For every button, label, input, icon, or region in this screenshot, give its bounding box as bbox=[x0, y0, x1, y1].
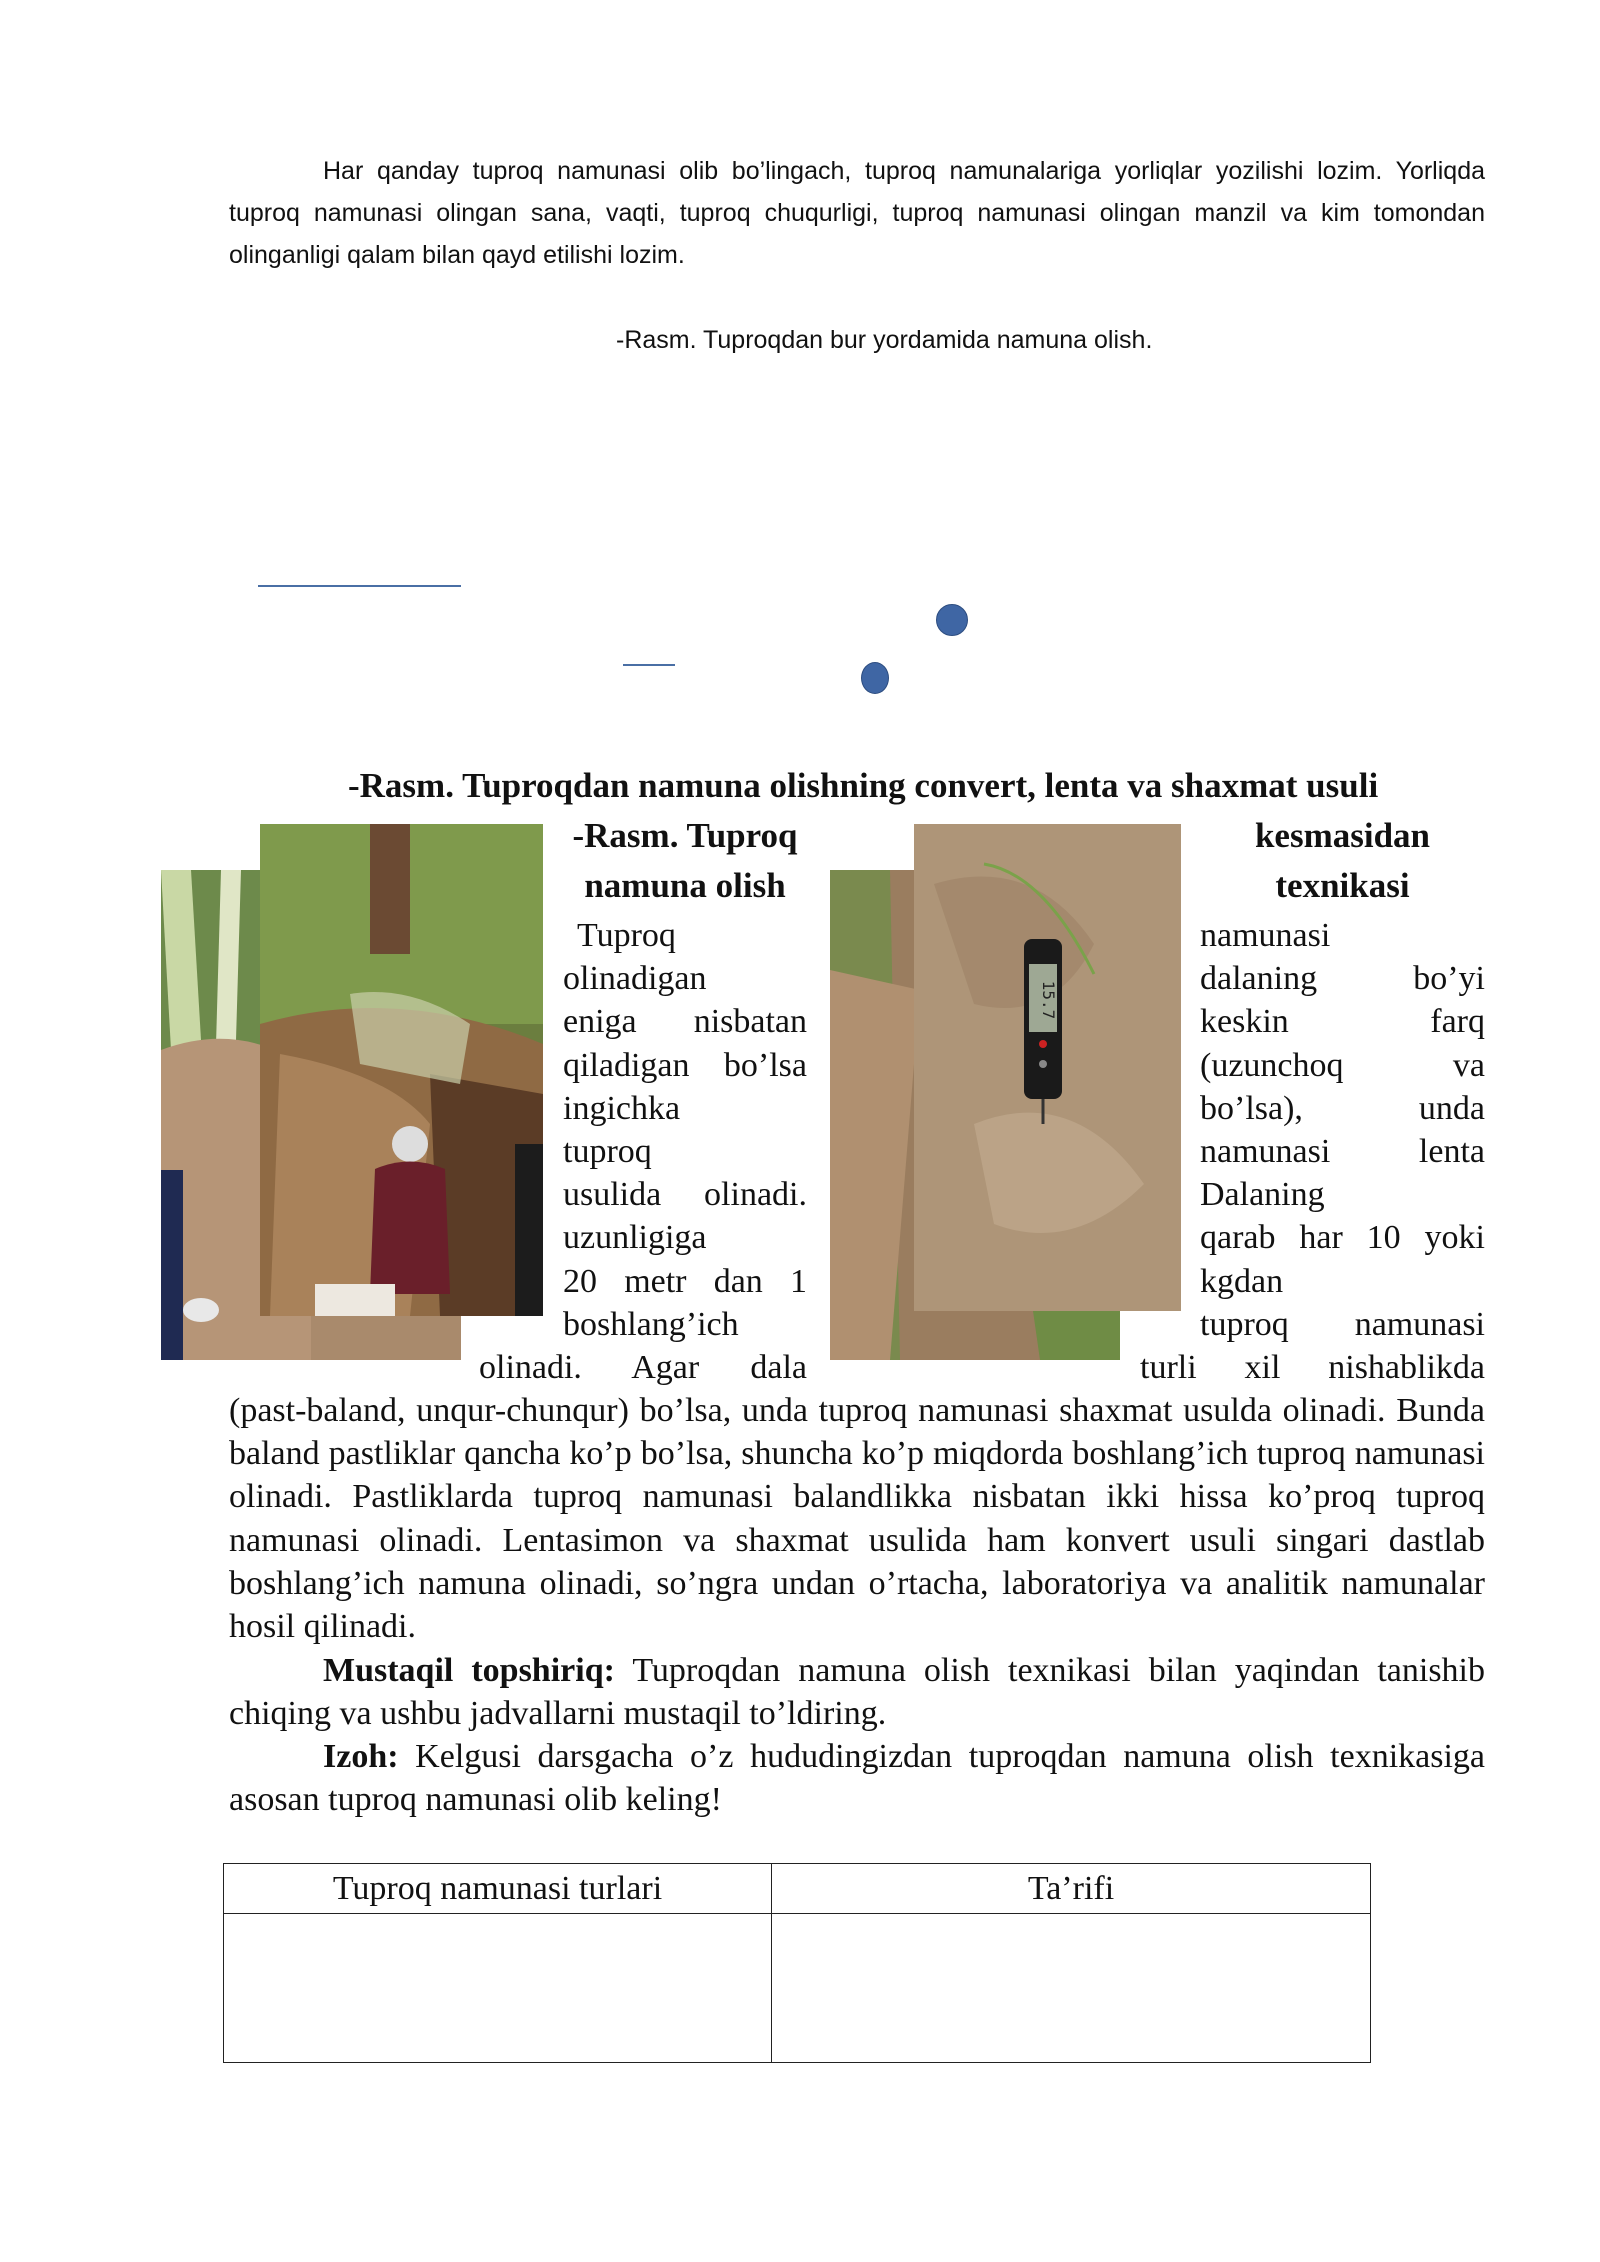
text-line: Tuproq bbox=[577, 917, 676, 954]
note-text: Kelgusi darsgacha o’z hududingizdan tuproqdan namuna olish texnikasiga asosan tuproq namunasi olib keling! bbox=[229, 1738, 1485, 1819]
text-line: 20 metr dan 1 bbox=[563, 1262, 807, 1300]
text-line: tuproq namunasi bbox=[1200, 1305, 1485, 1343]
left-text-column bbox=[563, 914, 807, 1346]
sample-types-table bbox=[223, 1863, 1371, 2063]
task-text: Tuproqdan namuna olish texnikasi bilan yaqindan tanishib chiqing va ushbu jadvallarni mustaqil to’ldiring. bbox=[229, 1652, 1485, 1733]
text-line: namunasi lenta bbox=[1200, 1133, 1485, 1171]
soil-pit-photo-front bbox=[260, 824, 543, 1316]
table-header-definition: Ta’rifi bbox=[772, 1864, 1371, 1914]
table-cell-empty[interactable] bbox=[224, 1914, 772, 2063]
profile-caption-2: namuna olish bbox=[584, 866, 786, 905]
figure-caption-methods: -Rasm. Tuproqdan namuna olishning convert, lenta va shaxmat usuli bbox=[348, 766, 1379, 805]
text-line: bo’lsa), unda bbox=[1200, 1089, 1485, 1127]
text-line: (uzunchoq va bbox=[1200, 1046, 1485, 1084]
note-paragraph bbox=[229, 1735, 1485, 1821]
diagram-line bbox=[258, 585, 461, 587]
figure-caption-auger: -Rasm. Tuproqdan bur yordamida namuna olish. bbox=[616, 326, 1153, 354]
diagram-dot bbox=[861, 662, 889, 694]
profile-caption-3: kesmasidan bbox=[1254, 816, 1431, 855]
thermometer-reading: 15.7 bbox=[1039, 980, 1058, 1020]
text-line: qiladigan bo’lsa bbox=[563, 1046, 807, 1084]
profile-caption-1: -Rasm. Tuproq bbox=[572, 816, 798, 855]
table-header-row bbox=[224, 1864, 1371, 1914]
intro-paragraph: Har qanday tuproq namunasi olib bo’lingach, tuproq namunalariga yorliqlar yozilishi lozim. Yorliqda tuproq namunasi olingan sana, vaqti, tuproq chuqurligi, tuproq namunasi olingan manzil va kim tomondan olinganligi qalam bilan qayd etilishi lozim. bbox=[229, 157, 1485, 269]
right-text-column bbox=[1200, 914, 1485, 1346]
note-label: Izoh: bbox=[323, 1738, 399, 1775]
task-label: Mustaqil topshiriq: bbox=[323, 1652, 615, 1689]
text-line: kgdan bbox=[1200, 1262, 1284, 1300]
text-line: ingichka bbox=[563, 1089, 681, 1127]
task-paragraph bbox=[229, 1649, 1485, 1735]
text-line: usulida olinadi. bbox=[563, 1176, 807, 1214]
text-line: Dalaning bbox=[1200, 1176, 1325, 1214]
text-line: keskin farq bbox=[1200, 1003, 1485, 1041]
text-line: uzunligiga bbox=[563, 1219, 707, 1257]
text-line: qarab har 10 yoki bbox=[1200, 1219, 1485, 1257]
text-line-wide-left: olinadi. Agar dala bbox=[479, 1349, 807, 1386]
text-line: namunasi bbox=[1200, 917, 1331, 954]
text-line: boshlang’ich bbox=[563, 1305, 739, 1343]
text-line-wide-right: turli xil nishablikda bbox=[1140, 1349, 1485, 1386]
text-line: eniga nisbatan bbox=[563, 1003, 807, 1041]
profile-caption-4: texnikasi bbox=[1275, 866, 1410, 905]
table-row bbox=[224, 1914, 1371, 2063]
text-line: olinadigan bbox=[563, 960, 707, 998]
table-header-types: Tuproq namunasi turlari bbox=[224, 1864, 772, 1914]
text-line: dalaning bo’yi bbox=[1200, 960, 1485, 998]
diagram-dot bbox=[936, 604, 968, 636]
text-line: tuproq bbox=[563, 1133, 652, 1171]
table-cell-empty[interactable] bbox=[772, 1914, 1371, 2063]
diagram-line bbox=[623, 664, 675, 666]
soil-profile-photo-front bbox=[914, 824, 1181, 1311]
body-paragraph: (past-baland, unqur-chunqur) bo’lsa, unda tuproq namunasi shaxmat usulda olinadi. Bunda baland pastliklar qancha ko’p bo’lsa, shuncha ko’p miqdorda boshlang’ich tuproq namunasi olinadi. Pastliklarda tuproq namunasi balandlikka nisbatan ikki hissa ko’proq tuproq namunasi olinadi. Lentasimon va shaxmat usulida ham konvert usuli singari dastlab boshlang’ich namuna olinadi, so’ngra undan o’rtacha, laboratoriya va analitik namunalar hosil qilinadi. bbox=[229, 1392, 1485, 1646]
